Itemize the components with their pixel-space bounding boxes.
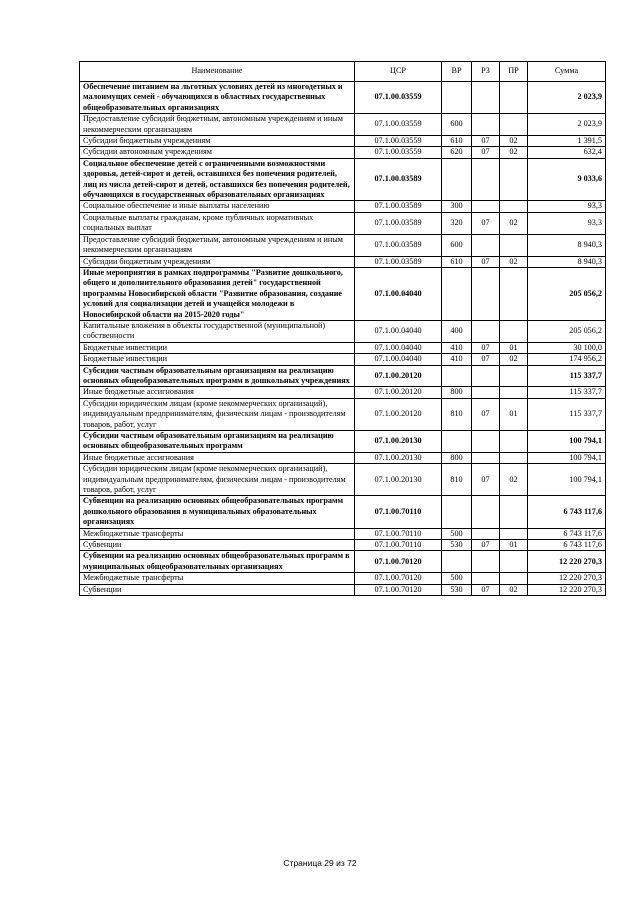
cell-name: Межбюджетные трансферты	[80, 528, 355, 539]
cell-sum: 174 956,2	[528, 354, 606, 365]
cell-sum: 12 220 270,3	[528, 551, 606, 573]
cell-sum: 8 940,3	[528, 234, 606, 256]
table-row	[80, 201, 606, 212]
cell-csr: 07.1.00.20120	[355, 398, 442, 430]
cell-name: Иные бюджетные ассигнования	[80, 452, 355, 463]
cell-sum: 30 100,0	[528, 342, 606, 353]
cell-sum: 9 033,6	[528, 158, 606, 201]
table-row	[80, 267, 606, 320]
cell-vr: 610	[442, 136, 472, 147]
cell-vr	[442, 365, 472, 387]
cell-vr: 410	[442, 354, 472, 365]
table-row	[80, 573, 606, 584]
cell-vr: 810	[442, 398, 472, 430]
cell-vr: 600	[442, 234, 472, 256]
table-row	[80, 320, 606, 342]
cell-pr	[500, 234, 528, 256]
cell-rz	[472, 114, 500, 136]
cell-name: Субвенции	[80, 584, 355, 595]
cell-name: Субвенции на реализацию основных общеобразовательных программ в муниципальных общеобразовательных организациях	[80, 551, 355, 573]
table-row	[80, 256, 606, 267]
table-row	[80, 82, 606, 114]
cell-name: Субвенции на реализацию основных общеобразовательных программ дошкольного образования в муниципальных образовательных организациях	[80, 496, 355, 528]
table-row	[80, 212, 606, 234]
cell-rz	[472, 234, 500, 256]
cell-name: Субсидии юридическим лицам (кроме некоммерческих организаций), индивидуальным предпринимателям, физическим лицам - производителям товаров, работ, услуг	[80, 464, 355, 496]
table-row	[80, 136, 606, 147]
cell-csr: 07.1.00.03559	[355, 147, 442, 158]
cell-pr: 01	[500, 398, 528, 430]
table-header-row	[80, 62, 606, 82]
table-row	[80, 234, 606, 256]
cell-name: Социальные выплаты гражданам, кроме публичных нормативных социальных выплат	[80, 212, 355, 234]
table-row	[80, 540, 606, 551]
cell-name: Субсидии бюджетным учреждениям	[80, 256, 355, 267]
cell-sum: 2 023,9	[528, 82, 606, 114]
cell-csr: 07.1.00.03589	[355, 212, 442, 234]
cell-csr: 07.1.00.20130	[355, 431, 442, 453]
cell-csr: 07.1.00.04040	[355, 354, 442, 365]
cell-rz	[472, 496, 500, 528]
cell-sum: 12 220 270,3	[528, 584, 606, 595]
cell-pr	[500, 496, 528, 528]
cell-csr: 07.1.00.70110	[355, 496, 442, 528]
cell-name: Иные мероприятия в рамках подпрограммы "Развитие дошкольного, общего и дополнительного образования детей" государственной программы Новосибирской области "Развитие образования, создание условий для социализации детей и учащейся молодежи в Новосибирской области на 2015-2020 годы"	[80, 267, 355, 320]
cell-vr: 400	[442, 320, 472, 342]
cell-pr: 02	[500, 147, 528, 158]
cell-csr: 07.1.00.20130	[355, 452, 442, 463]
cell-vr: 530	[442, 540, 472, 551]
cell-rz: 07	[472, 256, 500, 267]
cell-csr: 07.1.00.03559	[355, 136, 442, 147]
cell-pr	[500, 387, 528, 398]
cell-pr	[500, 82, 528, 114]
cell-sum: 205 056,2	[528, 320, 606, 342]
cell-pr: 02	[500, 256, 528, 267]
cell-vr: 530	[442, 584, 472, 595]
cell-name: Иные бюджетные ассигнования	[80, 387, 355, 398]
cell-rz: 07	[472, 584, 500, 595]
cell-sum: 8 940,3	[528, 256, 606, 267]
cell-csr: 07.1.00.03589	[355, 256, 442, 267]
cell-sum: 115 337,7	[528, 365, 606, 387]
cell-rz	[472, 387, 500, 398]
cell-rz	[472, 201, 500, 212]
cell-csr: 07.1.00.70120	[355, 573, 442, 584]
cell-name: Межбюджетные трансферты	[80, 573, 355, 584]
table-row	[80, 147, 606, 158]
cell-name: Субсидии частным образовательным организациям на реализацию основных общеобразовательных программ в дошкольных учреждениях	[80, 365, 355, 387]
cell-pr: 02	[500, 584, 528, 595]
header-vr: ВР	[442, 62, 472, 82]
cell-pr	[500, 267, 528, 320]
cell-pr	[500, 551, 528, 573]
cell-name: Предоставление субсидий бюджетным, автономным учреждениям и иным некоммерческим организациям	[80, 234, 355, 256]
cell-sum: 632,4	[528, 147, 606, 158]
table-row	[80, 114, 606, 136]
cell-pr: 02	[500, 354, 528, 365]
table-row	[80, 365, 606, 387]
cell-csr: 07.1.00.03589	[355, 201, 442, 212]
cell-csr: 07.1.00.03589	[355, 158, 442, 201]
cell-name: Бюджетные инвестиции	[80, 354, 355, 365]
header-pr: ПР	[500, 62, 528, 82]
header-rz: РЗ	[472, 62, 500, 82]
cell-pr: 02	[500, 212, 528, 234]
cell-vr: 810	[442, 464, 472, 496]
cell-name: Субсидии автономным учреждениям	[80, 147, 355, 158]
cell-pr: 02	[500, 136, 528, 147]
cell-sum: 115 337,7	[528, 387, 606, 398]
cell-pr	[500, 573, 528, 584]
cell-pr: 01	[500, 342, 528, 353]
table-row	[80, 387, 606, 398]
cell-csr: 07.1.00.03559	[355, 114, 442, 136]
header-sum: Сумма	[528, 62, 606, 82]
cell-vr: 410	[442, 342, 472, 353]
cell-pr	[500, 365, 528, 387]
cell-csr: 07.1.00.70120	[355, 584, 442, 595]
cell-csr: 07.1.00.70110	[355, 540, 442, 551]
cell-vr: 300	[442, 201, 472, 212]
cell-sum: 205 056,2	[528, 267, 606, 320]
cell-sum: 6 743 117,6	[528, 528, 606, 539]
cell-rz: 07	[472, 136, 500, 147]
cell-vr: 500	[442, 528, 472, 539]
cell-pr	[500, 431, 528, 453]
cell-csr: 07.1.00.70110	[355, 528, 442, 539]
cell-pr	[500, 320, 528, 342]
cell-csr: 07.1.00.04040	[355, 342, 442, 353]
cell-rz	[472, 82, 500, 114]
cell-pr	[500, 452, 528, 463]
table-row	[80, 452, 606, 463]
cell-pr: 02	[500, 464, 528, 496]
cell-rz	[472, 431, 500, 453]
cell-vr: 800	[442, 387, 472, 398]
cell-rz	[472, 528, 500, 539]
cell-vr: 500	[442, 573, 472, 584]
cell-pr: 01	[500, 540, 528, 551]
cell-name: Социальное обеспечение детей с ограниченными возможностями здоровья, детей-сирот и детей, оставшихся без попечения родителей, лиц из числа детей-сирот и детей, оставшихся без попечения родителей, обучающихся в государственных образовательных организациях	[80, 158, 355, 201]
cell-name: Субсидии бюджетным учреждениям	[80, 136, 355, 147]
cell-sum: 2 023,9	[528, 114, 606, 136]
table-row	[80, 551, 606, 573]
page-footer: Страница 29 из 72	[283, 858, 357, 868]
table-body	[80, 82, 606, 596]
cell-name: Предоставление субсидий бюджетным, автономным учреждениям и иным некоммерческим организациям	[80, 114, 355, 136]
cell-vr	[442, 82, 472, 114]
cell-sum: 12 220 270,3	[528, 573, 606, 584]
cell-csr: 07.1.00.20120	[355, 365, 442, 387]
cell-rz	[472, 551, 500, 573]
cell-rz: 07	[472, 540, 500, 551]
cell-name: Субсидии юридическим лицам (кроме некоммерческих организаций), индивидуальным предпринимателям, физическим лицам - производителям товаров, работ, услуг	[80, 398, 355, 430]
cell-sum: 1 391,5	[528, 136, 606, 147]
cell-rz	[472, 365, 500, 387]
table-row	[80, 464, 606, 496]
table-row	[80, 158, 606, 201]
cell-vr	[442, 431, 472, 453]
cell-rz	[472, 267, 500, 320]
cell-vr: 610	[442, 256, 472, 267]
cell-vr	[442, 158, 472, 201]
cell-csr: 07.1.00.20130	[355, 464, 442, 496]
cell-sum: 100 794,1	[528, 464, 606, 496]
cell-csr: 07.1.00.03589	[355, 234, 442, 256]
budget-table	[79, 61, 606, 596]
header-name: Наименование	[80, 62, 355, 82]
cell-vr: 320	[442, 212, 472, 234]
table-row	[80, 398, 606, 430]
cell-rz	[472, 452, 500, 463]
cell-vr	[442, 496, 472, 528]
cell-vr	[442, 267, 472, 320]
cell-rz: 07	[472, 342, 500, 353]
cell-sum: 93,3	[528, 201, 606, 212]
cell-rz: 07	[472, 464, 500, 496]
cell-name: Бюджетные инвестиции	[80, 342, 355, 353]
cell-vr	[442, 551, 472, 573]
cell-csr: 07.1.00.04040	[355, 267, 442, 320]
cell-sum: 6 743 117,6	[528, 540, 606, 551]
cell-sum: 100 794,1	[528, 431, 606, 453]
cell-rz: 07	[472, 354, 500, 365]
cell-rz	[472, 320, 500, 342]
cell-pr	[500, 201, 528, 212]
cell-sum: 6 743 117,6	[528, 496, 606, 528]
table-row	[80, 528, 606, 539]
cell-rz: 07	[472, 398, 500, 430]
table-row	[80, 496, 606, 528]
cell-vr: 600	[442, 114, 472, 136]
cell-name: Социальное обеспечение и иные выплаты населению	[80, 201, 355, 212]
cell-csr: 07.1.00.03559	[355, 82, 442, 114]
cell-pr	[500, 158, 528, 201]
cell-sum: 93,3	[528, 212, 606, 234]
cell-rz: 07	[472, 147, 500, 158]
header-csr: ЦСР	[355, 62, 442, 82]
cell-rz	[472, 158, 500, 201]
cell-rz	[472, 573, 500, 584]
table-row	[80, 354, 606, 365]
table-row	[80, 431, 606, 453]
cell-name: Капитальные вложения в объекты государственной (муниципальной) собственности	[80, 320, 355, 342]
cell-name: Субсидии частным образовательным организациям на реализацию основных общеобразовательных программ	[80, 431, 355, 453]
cell-pr	[500, 528, 528, 539]
cell-sum: 100 794,1	[528, 452, 606, 463]
cell-name: Обеспечение питанием на льготных условиях детей из многодетных и малоимущих семей - обучающихся в областных государственных общеобразовательных организациях	[80, 82, 355, 114]
cell-csr: 07.1.00.20120	[355, 387, 442, 398]
table-row	[80, 584, 606, 595]
cell-pr	[500, 114, 528, 136]
cell-csr: 07.1.00.70120	[355, 551, 442, 573]
cell-sum: 115 337,7	[528, 398, 606, 430]
cell-name: Субвенции	[80, 540, 355, 551]
cell-vr: 620	[442, 147, 472, 158]
cell-vr: 800	[442, 452, 472, 463]
table-row	[80, 342, 606, 353]
cell-rz: 07	[472, 212, 500, 234]
cell-csr: 07.1.00.04040	[355, 320, 442, 342]
